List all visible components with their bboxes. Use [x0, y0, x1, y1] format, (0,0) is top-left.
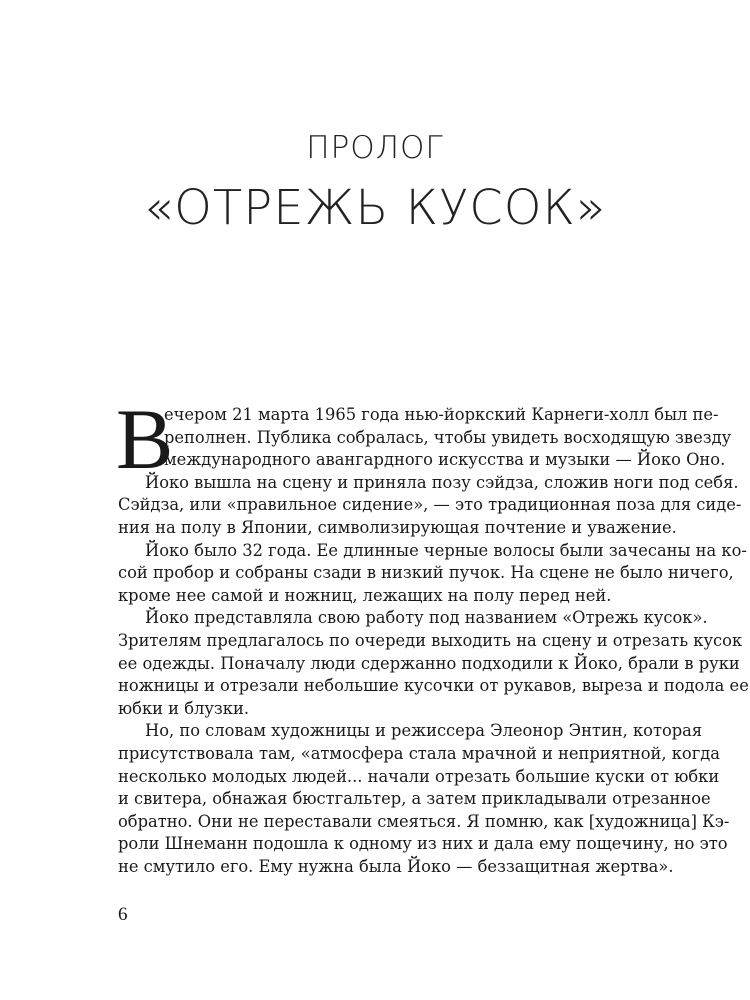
text-line: роли Шнеманн подошла к одному из них и дала ему пощечину, но это [118, 834, 728, 854]
page-number: 6 [118, 904, 128, 925]
text-line: обратно. Они не переставали смеяться. Я помню, как [художница] Кэ- [118, 811, 730, 831]
text-line: присутствовала там, «атмосфера стала мрачной и неприятной, когда [118, 743, 721, 763]
chapter-label: ПРОЛОГ [306, 130, 444, 166]
drop-cap: В [116, 391, 174, 487]
text-line: и свитера, обнажая бюстгальтер, а затем прикладывали отрезанное [118, 789, 711, 809]
text-line: Зрителям предлагалось по очереди выходить на сцену и отрезать кусок [118, 630, 743, 650]
chapter-title: «ОТРЕЖЬ КУСОК» [143, 180, 607, 236]
text-line: Сэйдза, или «правильное сидение», — это традиционная поза для сиде- [118, 495, 742, 515]
text-line: Йоко представляла свою работу под названием «Отрежь кусок». [145, 608, 708, 628]
text-line: реполнен. Публика собралась, чтобы увидеть восходящую звезду [164, 427, 732, 447]
body-text [118, 404, 749, 878]
text-line: кроме нее самой и ножниц, лежащих на полу перед ней. [118, 585, 612, 605]
text-line: Йоко вышла на сцену и приняла позу сэйдза, сложив ноги под себя. [145, 472, 739, 492]
text-line: ния на полу в Японии, символизирующая почтение и уважение. [118, 517, 677, 537]
text-line: несколько молодых людей... начали отрезать большие куски от юбки [118, 766, 720, 786]
text-line: сой пробор и собраны сзади в низкий пучок. На сцене не было ничего, [118, 563, 734, 583]
text-line: Но, по словам художницы и режиссера Элеонор Энтин, которая [145, 721, 703, 741]
text-line: юбки и блузки. [118, 698, 250, 718]
text-line: Йоко было 32 года. Ее длинные черные волосы были зачесаны на ко- [145, 540, 747, 560]
text-line: ечером 21 марта 1965 года нью-йоркский Карнеги-холл был пе- [164, 405, 719, 424]
text-line: не смутило его. Ему нужна была Йоко — беззащитная жертва». [118, 856, 674, 876]
text-line: ее одежды. Поначалу люди сдержанно подходили к Йоко, брали в руки [118, 653, 740, 673]
text-line: ножницы и отрезали небольшие кусочки от рукавов, выреза и подола ее [118, 676, 749, 696]
text-line: международного авангардного искусства и музыки — Йоко Оно. [164, 450, 726, 470]
